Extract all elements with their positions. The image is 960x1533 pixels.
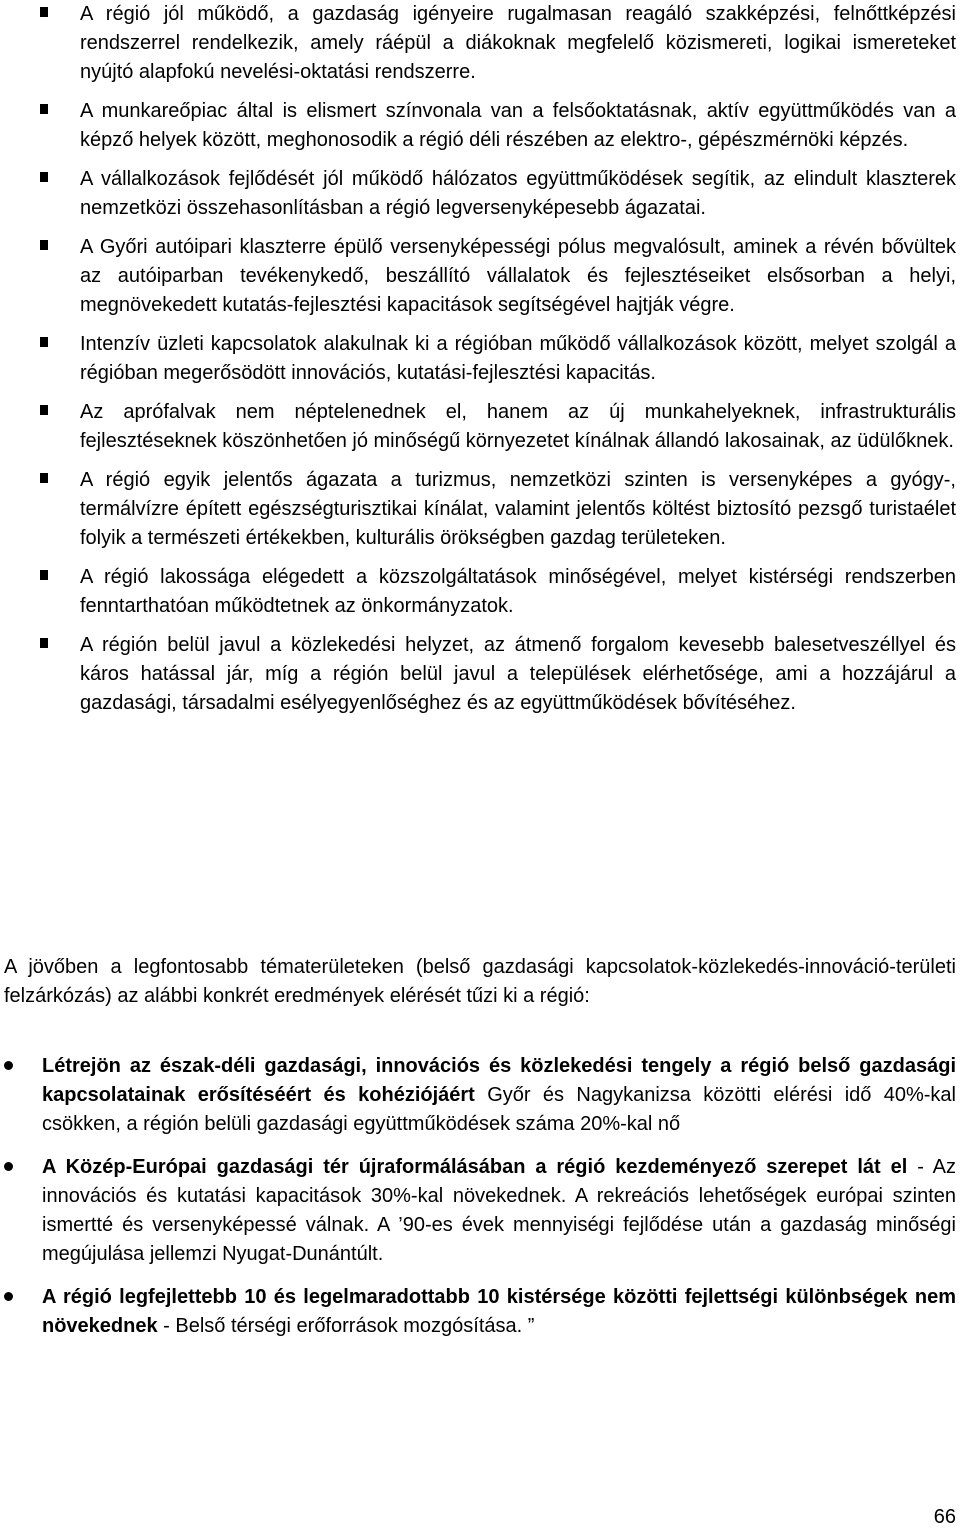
dot-bullet-icon: [4, 1061, 13, 1070]
list-item-text: A Győri autóipari klaszterre épülő versenyképességi pólus megvalósult, aminek a révén bővültek az autóiparban tevékenykedő, beszállító vállalatok és fejlesztéseiket elsősorban a helyi, megnövekedett kutatás-fejlesztési kapacitások segítségével hajtják végre.: [80, 236, 956, 316]
square-bullet-icon: [40, 473, 48, 483]
square-bullet-icon: [40, 337, 48, 347]
square-bullet-icon: [40, 104, 48, 114]
list-item: [0, 466, 960, 553]
dot-bullet-icon: [4, 1162, 13, 1171]
square-bullet-icon: [40, 405, 48, 415]
list-item-bold-text: Létrejön az észak-déli gazdasági, innovációs és közlekedési tengely a régió belső gazdasági kapcsolatainak erősítéséért és kohéziójáért: [42, 1055, 956, 1106]
square-bullet-icon: [40, 570, 48, 580]
list-item: [0, 1283, 960, 1341]
square-bullet-icon: [40, 172, 48, 182]
square-bullet-list: [0, 0, 960, 718]
list-item: [0, 0, 960, 87]
list-item: [0, 165, 960, 223]
list-item-text: - Belső térségi erőforrások mozgósítása. ”: [157, 1315, 535, 1337]
page-number: 66: [933, 1506, 956, 1528]
list-item-text: Intenzív üzleti kapcsolatok alakulnak ki a régióban működő vállalkozások között, melyet szolgál a régióban megerősödött innovációs, kutatási-fejlesztési kapacitás.: [80, 333, 956, 384]
list-item-text: A régió jól működő, a gazdaság igényeire rugalmasan reagáló szakképzési, felnőttképzési rendszerrel rendelkezik, amely ráépül a diákoknak megfelelő közismereti, logikai ismereteket nyújtó alapfokú nevelési-oktatási rendszerre.: [80, 3, 956, 83]
list-item-text: A régión belül javul a közlekedési helyzet, az átmenő forgalom kevesebb balesetveszéllyel és káros hatással jár, míg a régión belül javul a települések elérhetősége, ami a hozzájárul a gazdasági, társadalmi esélyegyenlőséghez és az együttműködések bővítéséhez.: [80, 634, 956, 714]
dot-bullet-list: [0, 1052, 960, 1341]
list-item-text: A régió lakossága elégedett a közszolgáltatások minőségével, melyet kistérségi rendszerben fenntarthatóan működtetnek az önkormányzatok.: [80, 566, 956, 617]
list-item: [0, 398, 960, 456]
list-item-text: Az aprófalvak nem néptelenednek el, hanem az új munkahelyeknek, infrastrukturális fejlesztéseknek köszönhetően jó minőségű környezetet kínálnak állandó lakosainak, az üdülőknek.: [80, 401, 956, 452]
list-item: [0, 330, 960, 388]
square-bullet-icon: [40, 7, 48, 17]
list-item-text: A munkareőpiac által is elismert színvonala van a felsőoktatásnak, aktív együttműködés van a képző helyek között, meghonosodik a régió déli részében az elektro-, gépészmérnöki képzés.: [80, 100, 956, 151]
list-item-bold-text: A Közép-Európai gazdasági tér újraformálásában a régió kezdeményező szerepet lát el: [42, 1156, 908, 1178]
list-item-text: A vállalkozások fejlődését jól működő hálózatos együttműködések segítik, az elindult klaszterek nemzetközi összehasonlításban a régió legversenyképesebb ágazatai.: [80, 168, 956, 219]
list-item-text: A régió egyik jelentős ágazata a turizmus, nemzetközi szinten is versenyképes a gyógy-, termálvízre épített egészségturisztikai kínálat, valamint jelentős költést biztosító pezsgő turistaélet folyik a természeti értékekben, kulturális örökségben gazdag területeken.: [80, 469, 956, 549]
list-item: [0, 97, 960, 155]
list-item-text: Győr és Nagykanizsa közötti elérési idő 40%-kal csökken, a régión belüli gazdasági együttműködések száma 20%-kal nő: [42, 1084, 957, 1135]
list-item: [0, 631, 960, 718]
square-bullet-icon: [40, 638, 48, 648]
square-bullet-icon: [40, 240, 48, 250]
list-item: [0, 233, 960, 320]
intro-paragraph: A jövőben a legfontosabb tématerületeken (belső gazdasági kapcsolatok-közlekedés-innováció-területi felzárkózás) az alábbi konkrét eredmények elérését tűzi ki a régió:: [4, 956, 956, 1007]
list-item-text: - Az innovációs és kutatási kapacitások 30%-kal növekednek. A rekreációs lehetőségek európai szinten ismertté és versenyképessé válnak. A ’90-es évek mennyiségi fejlődése után a gazdaság minőségi megújulása jellemzi Nyugat-Dunántúlt.: [42, 1156, 956, 1265]
list-item: [0, 563, 960, 621]
dot-bullet-icon: [4, 1292, 13, 1301]
list-item: [0, 1052, 960, 1139]
list-item: [0, 1153, 960, 1269]
list-item-bold-text: A régió legfejlettebb 10 és legelmaradottabb 10 kistérsége közötti fejlettségi különbségek nem növekednek: [42, 1286, 956, 1337]
